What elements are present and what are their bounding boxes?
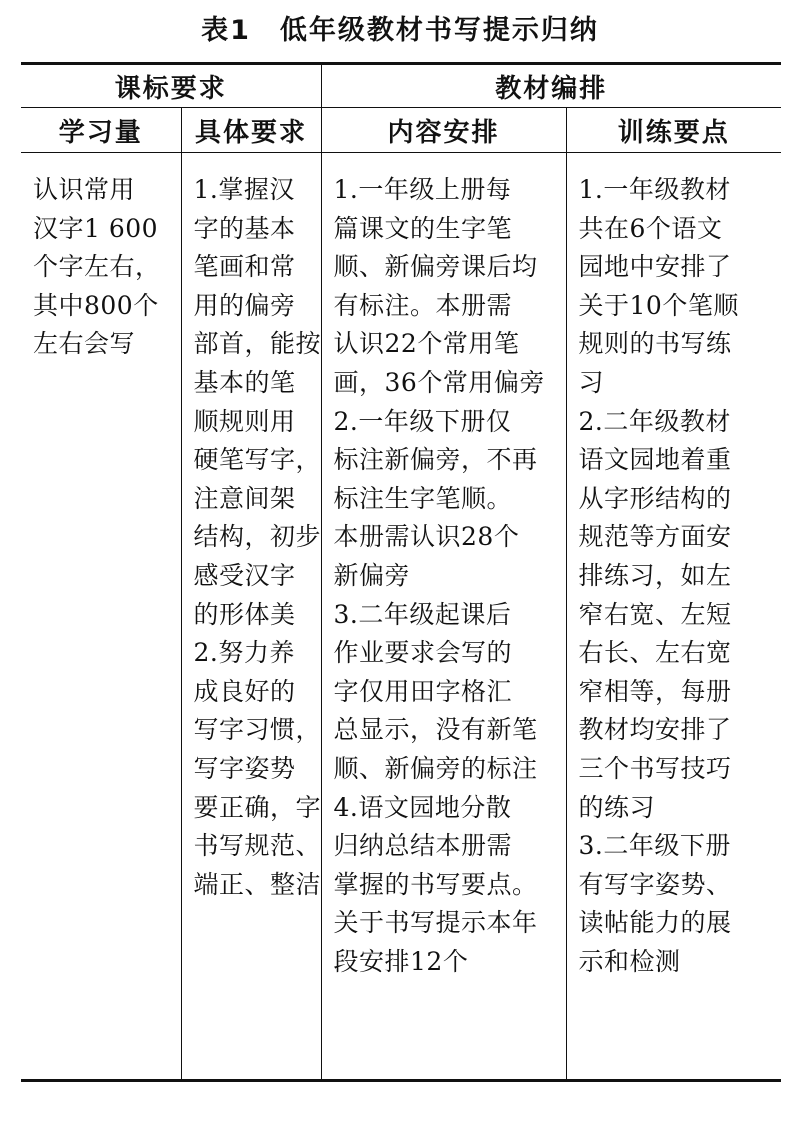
cell-line: 习 xyxy=(578,367,605,397)
cell-line: 本册需认识28个 xyxy=(333,522,520,552)
cell-line: 总显示，没有新笔 xyxy=(333,715,538,745)
cell-line: 窄右宽、左短 xyxy=(578,599,732,629)
cell-line: 段安排12个 xyxy=(333,946,469,976)
cell-line: 书写规范、 xyxy=(193,831,322,861)
cell-line: 1.掌握汉 xyxy=(193,175,295,204)
column-header-row xyxy=(21,108,781,153)
cell-line: 4.语文园地分散 xyxy=(333,792,512,822)
summary-table xyxy=(21,62,781,1082)
cell-line: 规范等方面安 xyxy=(578,522,732,552)
cell-line: 写字姿势 xyxy=(193,753,296,783)
cell-line: 标注新偏旁，不再 xyxy=(333,445,538,475)
cell-line: 顺、新偏旁的标注 xyxy=(333,753,538,783)
cell-line: 篇课文的生字笔 xyxy=(333,213,513,243)
cell-line: 其中800个 xyxy=(33,290,159,320)
cell-lines xyxy=(579,171,772,981)
cell-line: 感受汉字 xyxy=(193,560,296,590)
cell-line: 教材均安排了 xyxy=(578,715,732,745)
cell-line: 新偏旁 xyxy=(333,560,411,590)
cell-lines xyxy=(334,171,556,981)
cell-lines xyxy=(33,171,171,364)
cell-line: 1.一年级教材 xyxy=(578,175,731,204)
cell-line: 三个书写技巧 xyxy=(578,753,732,783)
cell-line: 园地中安排了 xyxy=(578,252,732,282)
cell-line: 认识22个常用笔 xyxy=(333,329,520,359)
cell-line: 画，36个常用偏旁 xyxy=(333,367,545,397)
cell-amount xyxy=(21,153,181,1081)
cell-line: 的形体美 xyxy=(193,599,296,629)
cell-line: 基本的笔 xyxy=(193,367,296,397)
cell-lines xyxy=(193,171,322,904)
cell-line: 示和检测 xyxy=(578,946,681,976)
cell-line: 窄相等，每册 xyxy=(578,676,732,706)
group-header-row xyxy=(21,64,781,108)
group-header-textbook: 教材编排 xyxy=(321,64,781,108)
cell-line: 归纳总结本册需 xyxy=(333,831,513,861)
cell-line: 的练习 xyxy=(578,792,656,822)
cell-content xyxy=(321,153,566,1081)
cell-line: 作业要求会写的 xyxy=(333,638,513,668)
cell-line: 硬笔写字， xyxy=(193,445,322,475)
column-header-training: 训练要点 xyxy=(566,108,781,153)
cell-line: 汉字1 600 xyxy=(33,213,159,243)
cell-line: 关于10个笔顺 xyxy=(578,290,739,320)
cell-line: 写字习惯， xyxy=(193,715,322,745)
cell-line: 右长、左右宽 xyxy=(578,638,732,668)
cell-line: 顺规则用 xyxy=(193,406,296,436)
cell-line: 字仅用田字格汇 xyxy=(333,676,513,706)
cell-requirements xyxy=(181,153,321,1081)
cell-line: 结构，初步 xyxy=(193,522,322,552)
cell-line: 关于书写提示本年 xyxy=(333,908,538,938)
cell-training xyxy=(566,153,781,1081)
cell-line: 读帖能力的展 xyxy=(578,908,732,938)
table-row xyxy=(21,153,781,1081)
column-header-amount: 学习量 xyxy=(21,108,181,153)
cell-line: 有写字姿势、 xyxy=(578,869,732,899)
cell-line: 3.二年级起课后 xyxy=(333,599,512,629)
cell-line: 标注生字笔顺。 xyxy=(333,483,513,513)
cell-line: 掌握的书写要点。 xyxy=(333,869,538,899)
cell-line: 用的偏旁 xyxy=(193,290,296,320)
cell-line: 1.一年级上册每 xyxy=(333,175,512,204)
cell-line: 要正确，字 xyxy=(193,792,322,822)
group-header-curriculum: 课标要求 xyxy=(21,64,321,108)
cell-line: 个字左右， xyxy=(33,252,161,282)
cell-line: 注意间架 xyxy=(193,483,296,513)
cell-line: 端正、整洁 xyxy=(193,869,322,899)
cell-line: 有标注。本册需 xyxy=(333,290,513,320)
cell-line: 认识常用 xyxy=(33,175,136,204)
cell-line: 左右会写 xyxy=(33,329,136,359)
table-caption: 表1 低年级教材书写提示归纳 xyxy=(201,15,599,46)
cell-line: 2.努力养 xyxy=(193,638,295,668)
cell-line: 从字形结构的 xyxy=(578,483,732,513)
cell-line: 笔画和常 xyxy=(193,252,296,282)
cell-line: 共在6个语文 xyxy=(578,213,723,243)
cell-line: 字的基本 xyxy=(193,213,296,243)
cell-line: 3.二年级下册 xyxy=(578,831,731,861)
cell-line: 成良好的 xyxy=(193,676,296,706)
column-header-content: 内容安排 xyxy=(321,108,566,153)
cell-line: 语文园地着重 xyxy=(578,445,732,475)
cell-line: 顺、新偏旁课后均 xyxy=(333,252,538,282)
cell-line: 部首，能按 xyxy=(193,329,322,359)
cell-line: 排练习，如左 xyxy=(578,560,732,590)
cell-line: 规则的书写练 xyxy=(578,329,732,359)
cell-line: 2.一年级下册仅 xyxy=(333,406,512,436)
cell-line: 2.二年级教材 xyxy=(578,406,731,436)
column-header-requirements: 具体要求 xyxy=(181,108,321,153)
